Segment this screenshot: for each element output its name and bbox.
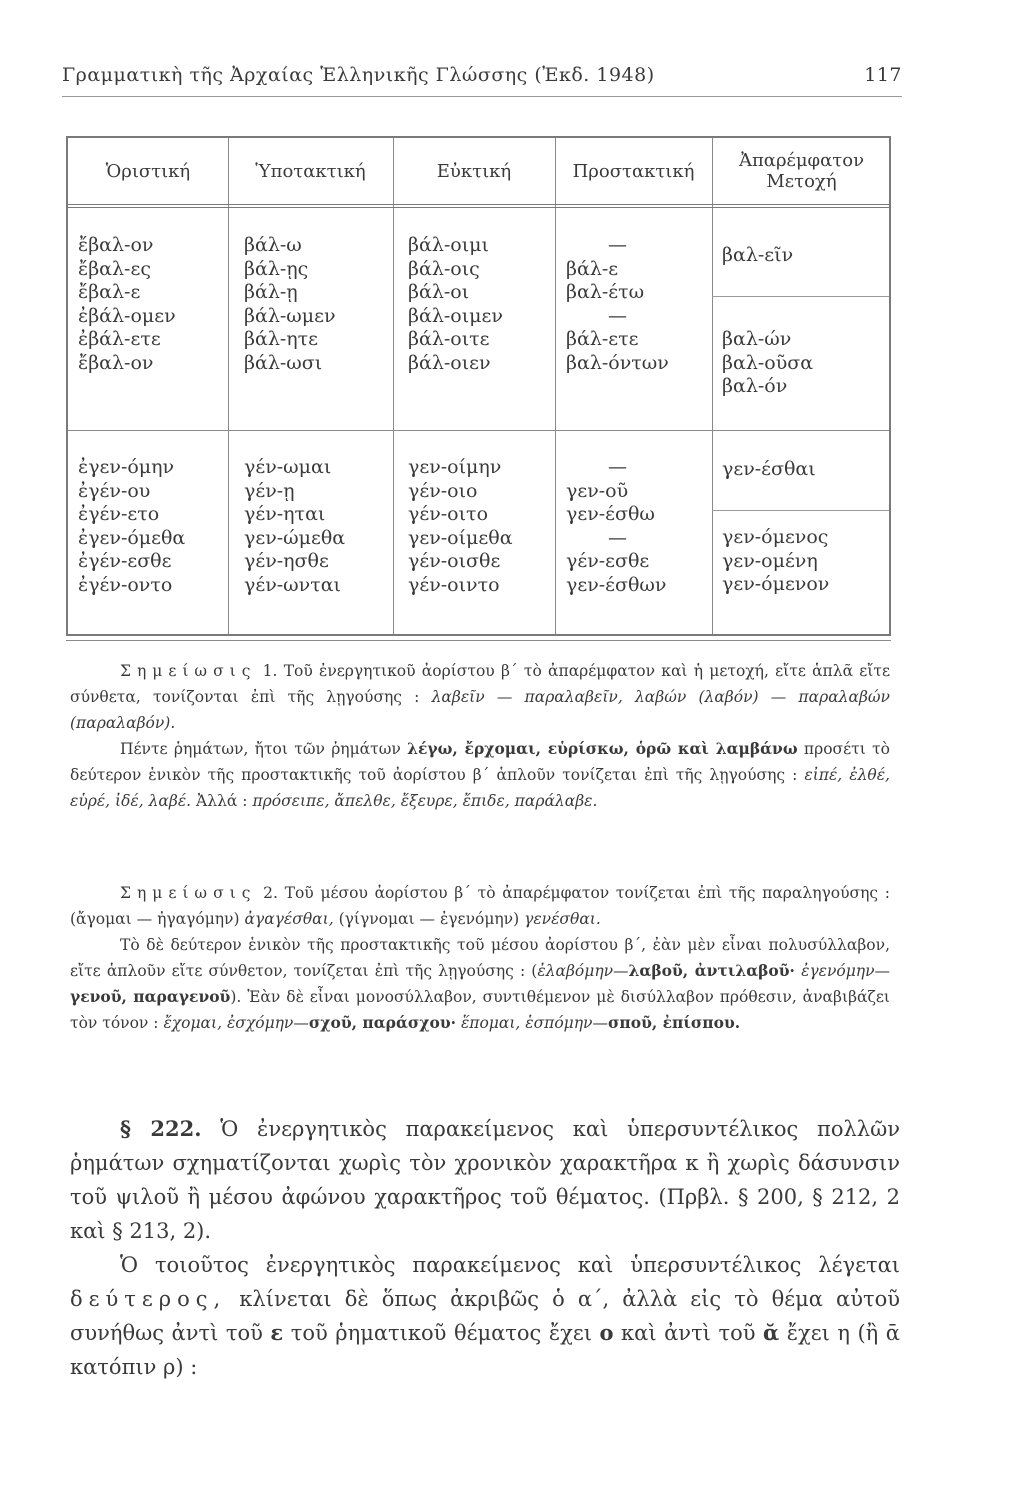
- form: γέν-ῃ: [244, 479, 295, 502]
- active-participle: [722, 328, 813, 399]
- section-text: Ὁ ἐνεργητικὸς παρακείμενος καὶ ὑπερσυντέλικος πολλῶν ῥημάτων σχηματίζονται χωρὶς τὸν χρονικὸν χαρακτῆρα κ ἢ χωρὶς δάσυνσιν τοῦ ψιλοῦ ἢ μέσου ἀφώνου χαρακτῆρος τοῦ θέματος. (Πρβλ. § 200, § 212, 2 καὶ § 213, 2).: [70, 1117, 900, 1243]
- column-divider: [393, 138, 394, 634]
- form: ἐγέν-οντο: [78, 573, 173, 596]
- form: ἐγέν-εσθε: [78, 550, 172, 572]
- note-1: [70, 658, 890, 814]
- form: βάλ-ε: [566, 257, 619, 280]
- column-divider: [712, 138, 713, 634]
- note-bold-form: γενοῦ, παραγενοῦ: [70, 987, 231, 1006]
- section-paragraph-1: [70, 1112, 900, 1248]
- middle-optative: [408, 456, 513, 597]
- conjugation-table: [66, 136, 891, 636]
- form: ἔβαλ-ε: [78, 281, 141, 303]
- active-infinitive: βαλ-εῖν: [722, 244, 794, 266]
- dash: —: [874, 962, 890, 980]
- header-subjunctive: Ὑποτακτική: [255, 160, 366, 182]
- form: γεν-οίμεθα: [408, 526, 513, 549]
- form: βάλ-ωμεν: [244, 304, 336, 327]
- form: γεν-όμενον: [722, 573, 830, 595]
- note-example: ἐλαβόμην: [537, 962, 614, 980]
- note-text: προσέτι τὸ δεύτερον ἑνικὸν τῆς προστακτικῆς τοῦ ἀορίστου β΄ ἁπλοῦν τονίζεται ἐπὶ τῆς λῃγούσης :: [70, 740, 890, 784]
- middle-infinitive: γεν-έσθαι: [722, 458, 816, 480]
- form: βάλ-ῃ: [244, 281, 298, 303]
- page-number: 117: [864, 64, 902, 86]
- section-text: ἔχει η (ἢ ᾱ κατόπιν ρ) :: [70, 1321, 900, 1379]
- section-text: Ὁ τοιοῦτος ἐνεργητικὸς παρακείμενος καὶ ὑπερσυντέλικος λέγεται: [120, 1253, 900, 1277]
- form: ἔβαλ-ον: [78, 351, 154, 374]
- note-example: πρόσειπε, ἄπελθε, ἔξευρε, ἔπιδε, παράλαβε.: [252, 792, 598, 810]
- section-number: § 222.: [120, 1116, 202, 1141]
- header-optative: Εὐκτική: [436, 160, 512, 182]
- middle-indicative: [78, 456, 185, 597]
- form: γεν-όμενος: [722, 526, 829, 548]
- note-bold-form: λαβοῦ, ἀντιλαβοῦ·: [628, 961, 795, 980]
- form: βάλ-ωσι: [244, 351, 323, 374]
- dash: —: [592, 1014, 608, 1032]
- column-divider: [228, 138, 229, 634]
- running-header: [62, 60, 902, 97]
- note-example: γενέσθαι.: [524, 910, 601, 928]
- note-2: [70, 880, 890, 1036]
- note-example: λαβεῖν — παραλαβεῖν, λαβών (λαβόν) — παραλαβών (παραλαβόν).: [70, 688, 890, 732]
- form: ἐβάλ-ετε: [78, 328, 161, 350]
- form: γεν-οῦ: [566, 479, 629, 502]
- section-text: κλίνεται δὲ ὅπως ἀκριβῶς ὁ α΄, ἀλλὰ εἰς τὸ θέμα αὐτοῦ συνήθως ἀντὶ τοῦ: [70, 1287, 900, 1345]
- note-number: 2.: [263, 884, 278, 902]
- form: βάλ-ετε: [566, 328, 639, 350]
- section-text: τοῦ ῥηματικοῦ θέματος ἔχει: [290, 1321, 592, 1345]
- note-label: Σημείωσις: [120, 884, 257, 902]
- form: —: [608, 526, 627, 549]
- letter: ε: [270, 1320, 284, 1345]
- note-2-paragraph-1: [70, 880, 890, 932]
- cell-rule: [712, 296, 889, 297]
- active-indicative: [78, 234, 176, 375]
- note-example: ἔχομαι, ἐσχόμην: [163, 1014, 294, 1032]
- letter: ο: [599, 1320, 614, 1345]
- form: γέν-ωνται: [244, 573, 342, 596]
- form: ἐγέν-ου: [78, 479, 151, 502]
- form: —: [608, 234, 627, 256]
- form: ἐγέν-ετο: [78, 503, 160, 525]
- form: —: [608, 304, 627, 327]
- header-infinitive-participle: Ἀπαρέμφατον Μετοχή: [738, 150, 865, 192]
- form: βάλ-οιμεν: [408, 304, 503, 327]
- note-text: Τοῦ ἐνεργητικοῦ ἀορίστου β΄ τὸ ἀπαρέμφατον καὶ ἡ μετοχή, εἴτε ἁπλᾶ εἴτε σύνθετα, τονίζονται ἐπὶ τῆς λῃγούσης :: [70, 662, 890, 706]
- table-bottom-rule: [66, 640, 891, 641]
- active-optative: [408, 234, 503, 375]
- middle-imperative: [566, 456, 666, 597]
- form: γέν-ωμαι: [244, 456, 332, 478]
- form: γέν-οιντο: [408, 573, 500, 596]
- form: βάλ-οιεν: [408, 351, 491, 374]
- note-example: εἰπέ, ἐλθέ, εὑρέ, ἰδέ, λαβέ.: [70, 766, 890, 810]
- form: γέν-εσθε: [566, 550, 650, 572]
- form: βαλ-όντων: [566, 351, 669, 374]
- form: γέν-οισθε: [408, 550, 501, 572]
- note-label: Σημείωσις: [120, 662, 257, 680]
- form: γεν-έσθω: [566, 503, 655, 525]
- form: βάλ-ῃς: [244, 257, 309, 280]
- form: βάλ-οι: [408, 281, 470, 303]
- dash: —: [293, 1014, 309, 1032]
- column-divider: [555, 138, 556, 634]
- form: γεν-οίμην: [408, 456, 502, 478]
- letter: ᾰ: [763, 1320, 780, 1345]
- form: γέν-ησθε: [244, 550, 329, 572]
- form: βαλ-έτω: [566, 281, 645, 303]
- form: γέν-οιτο: [408, 503, 489, 525]
- form: βάλ-οιμι: [408, 234, 489, 256]
- form: βάλ-ω: [244, 234, 302, 256]
- note-example: ἀγαγέσθαι,: [244, 910, 334, 928]
- cell-rule: [712, 510, 889, 511]
- form: ἐγεν-όμεθα: [78, 526, 186, 549]
- form: γέν-οιο: [408, 479, 478, 502]
- form: ἔβαλ-ον: [78, 234, 154, 256]
- middle-participle: [722, 526, 829, 597]
- form: γεν-ώμεθα: [244, 526, 346, 549]
- header-rule: [68, 204, 889, 208]
- form: γέν-ηται: [244, 503, 326, 525]
- form: βαλ-ών: [722, 328, 792, 350]
- header-imperative: Προστακτική: [572, 160, 695, 182]
- form: βάλ-ητε: [244, 328, 319, 350]
- note-example: ἕπομαι, ἑσπόμην: [460, 1014, 593, 1032]
- section-paragraph-2: [70, 1248, 900, 1384]
- note-verbs: λέγω, ἔρχομαι, εὑρίσκω, ὁρῶ καὶ λαμβάνω: [407, 739, 798, 758]
- note-text: Πέντε ῥημάτων, ἤτοι τῶν ῥημάτων: [120, 740, 401, 758]
- note-bold-form: σποῦ, ἐπίσπου.: [607, 1013, 741, 1032]
- note-text: Τοῦ μέσου ἀορίστου β΄ τὸ ἀπαρέμφατον τονίζεται ἐπὶ τῆς παραληγούσης : (ἄγομαι — ἠγαγόμην): [70, 884, 890, 928]
- form: βαλ-οῦσα: [722, 351, 814, 374]
- form: γεν-ομένη: [722, 549, 818, 572]
- note-number: 1.: [262, 662, 278, 680]
- note-bold-form: σχοῦ, παράσχου·: [308, 1013, 456, 1032]
- form: —: [608, 456, 627, 478]
- note-text: ). Ἐὰν δὲ εἶναι μονοσύλλαβον, συντιθέμενον μὲ δισύλλαβον πρόθεσιν, ἀναβιβάζει τὸν τόνον :: [70, 988, 890, 1032]
- section-text: καὶ ἀντὶ τοῦ: [621, 1321, 756, 1345]
- form: ἔβαλ-ες: [78, 257, 151, 280]
- form: ἐγεν-όμην: [78, 456, 175, 478]
- note-text: (γίγνομαι — ἐγενόμην): [338, 910, 520, 928]
- middle-subjunctive: [244, 456, 345, 597]
- note-example: ἐγενόμην: [801, 962, 875, 980]
- active-subjunctive: [244, 234, 336, 375]
- note-text: Ἀλλά :: [196, 792, 248, 810]
- section-222: [70, 1112, 900, 1384]
- note-1-paragraph-1: [70, 658, 890, 736]
- note-1-paragraph-2: [70, 736, 890, 814]
- form: ἐβάλ-ομεν: [78, 304, 176, 327]
- form: βάλ-οις: [408, 257, 480, 280]
- book-title: Γραμματικὴ τῆς Ἀρχαίας Ἑλληνικῆς Γλώσσης (Ἐκδ. 1948): [62, 64, 655, 86]
- dash: —: [613, 962, 629, 980]
- active-imperative: [566, 234, 669, 375]
- form: γεν-έσθων: [566, 573, 667, 596]
- group-rule: [68, 430, 889, 431]
- note-text: Τὸ δὲ δεύτερον ἑνικὸν τῆς προστακτικῆς τοῦ μέσου ἀορίστου β΄, ἐὰν μὲν εἶναι πολυσύλλαβον, εἴτε ἁπλοῦν εἴτε σύνθετον, τονίζεται ἐπὶ τῆς λῃγούσης : (: [70, 936, 890, 980]
- form: βάλ-οιτε: [408, 328, 490, 350]
- spaced-term: δεύτερος,: [70, 1287, 227, 1311]
- header-indicative: Ὁριστική: [105, 160, 191, 182]
- form: βαλ-όν: [722, 375, 788, 397]
- note-2-paragraph-2: [70, 932, 890, 1036]
